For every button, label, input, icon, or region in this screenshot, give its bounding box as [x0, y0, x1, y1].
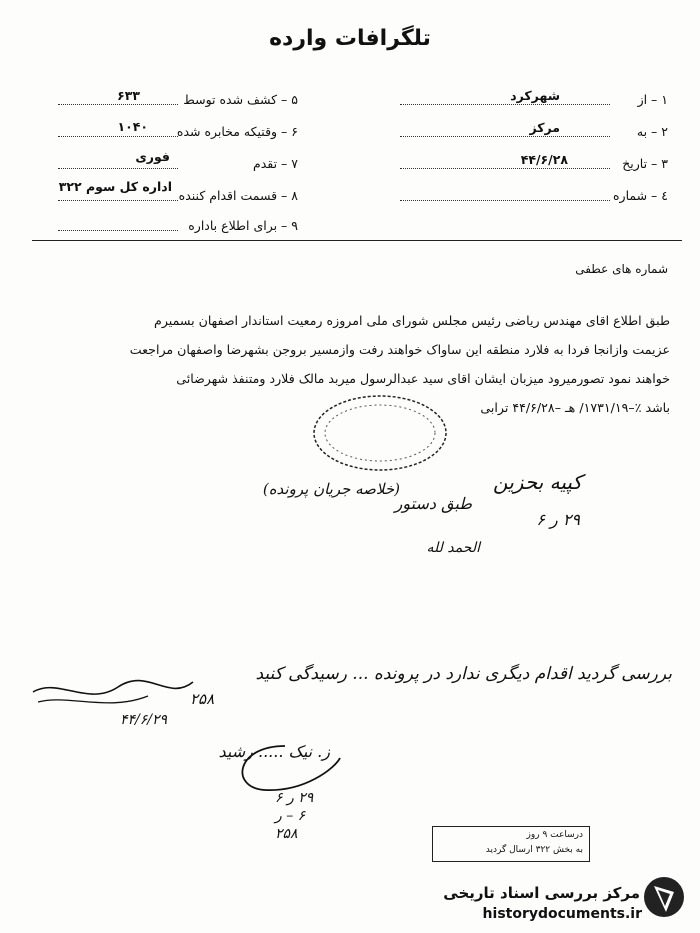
field-to-dots — [400, 136, 610, 137]
field-to-value: مرکز — [529, 120, 560, 135]
handwritten-copy-note: کپیه بحزین — [493, 470, 582, 494]
handwritten-date-2: ۴۴/۶/۲۹ — [120, 712, 168, 728]
field-action-dept-value: اداره کل سوم ۳۲۲ — [58, 179, 172, 194]
handwritten-instruction: طبق دستور — [394, 494, 472, 513]
handwritten-review-note: بررسی گردید اقدام دیگری ندارد در پرونده ... رسیدگی کنید — [255, 664, 672, 684]
body-line: طبق اطلاع اقای مهندس ریاضی رئیس مجلس شورای ملی امروزه رمعیت استاندار اصفهان بسمیرم — [154, 313, 670, 328]
field-decoded-by-value: ۶۳۳ — [117, 88, 140, 103]
handwritten-scribble — [28, 672, 198, 712]
routing-stamp — [432, 826, 590, 862]
handwritten-ref-number: ۲۵۸ — [190, 690, 215, 708]
handwritten-ref-3: ۲۵۸ — [275, 826, 298, 842]
field-to-label: ۲ – به — [636, 124, 668, 139]
archive-watermark — [420, 860, 690, 926]
body-line: خواهند نمود تصورمیرود میزبان ایشان اقای سید عبدالرسول میربد مالک فلارد ومتنفذ شهرضائی — [176, 371, 670, 386]
handwritten-date-1: ۲۹ ر ۶ — [536, 510, 580, 529]
field-decoded-by-dots — [58, 104, 178, 105]
handwritten-ref-2: ۶ – ر — [275, 808, 306, 824]
handwritten-closing: الحمد لله — [426, 540, 480, 556]
field-sent-time-value: ۱۰۴۰ — [117, 119, 148, 134]
field-date-dots — [400, 168, 610, 169]
routing-stamp-line2: به بخش ۳۲۲ ارسال گردید — [485, 845, 583, 855]
field-from-label: ۱ – از — [637, 92, 668, 107]
archive-website: historydocuments.ir — [482, 906, 642, 922]
field-priority-dots — [58, 168, 178, 169]
field-action-dept-dots — [58, 200, 178, 201]
header-divider — [32, 240, 682, 241]
archive-name: مرکز بررسی اسناد تاریخی — [443, 884, 640, 902]
field-sent-time-label: ۶ – وقتیکه مخابره شده — [176, 124, 298, 139]
signature-flourish — [225, 738, 345, 798]
round-stamp — [310, 392, 450, 474]
field-decoded-by-label: ۵ – کشف شده توسط — [183, 92, 298, 107]
field-date-value: ۴۴/۶/۲۸ — [520, 152, 568, 167]
handwritten-date-3: ۲۹ ر ۶ — [275, 790, 314, 806]
archive-logo-icon — [642, 872, 686, 922]
body-line: باشد ٪–۱۷۳۱/۱۹/ هـ –۴۴/۶/۲۸ ترابی — [480, 400, 670, 415]
field-from-value: شهرکرد — [510, 88, 560, 103]
field-number-dots — [400, 200, 610, 201]
field-action-dept-label: ۸ – قسمت اقدام کننده — [178, 188, 298, 203]
field-inform-label: ۹ – برای اطلاع باداره — [188, 218, 298, 233]
document-title: تلگرافات وارده — [269, 26, 431, 51]
handwritten-signature-text: ز. نیک ..... رشید — [218, 742, 330, 761]
routing-stamp-line1: درساعت ۹ روز — [526, 830, 583, 840]
field-inform-dots — [58, 230, 178, 231]
field-date-label: ۳ – تاریخ — [622, 156, 668, 171]
body-line: عزیمت وازانجا فردا به فلارد منطقه این ساواک خواهند رفت وازمسیر بروجن بشهرضا واصفهان مراجعت — [129, 342, 670, 357]
handwritten-summary-note: (خلاصه جریان پرونده) — [262, 480, 400, 498]
field-from-dots — [400, 104, 610, 105]
field-priority-value: فوری — [135, 149, 170, 164]
field-number-label: ٤ – شماره — [612, 188, 668, 203]
field-sent-time-dots — [58, 136, 178, 137]
field-priority-label: ۷ – تقدم — [252, 156, 298, 171]
reference-numbers-label: شماره های عطفی — [575, 262, 668, 276]
